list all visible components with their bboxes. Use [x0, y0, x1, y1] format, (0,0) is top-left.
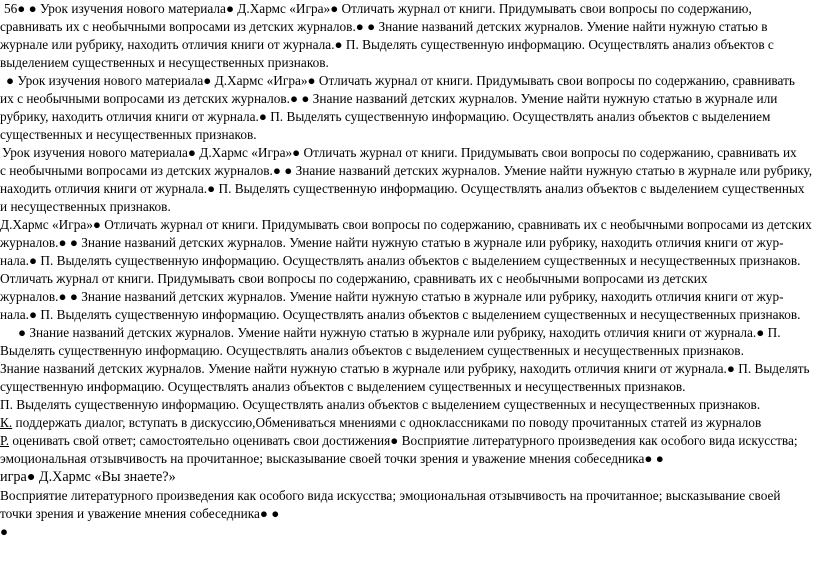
text-line-25: Р. оценивать свой ответ; самостоятельно оценивать свои достижения● Восприятие литературного произведения как особого вида искусства; [0, 433, 798, 448]
text-line-04: выделением существенных и несущественных признаков. [0, 55, 329, 70]
text-line-23: П. Выделять существенную информацию. Осуществлять анализ объектов с выделением существенных и несущественных признаков. [0, 397, 761, 412]
text-line-15: нала.● П. Выделять существенную информацию. Осуществлять анализ объектов с выделением существенных и несущественных признаков. [0, 253, 801, 268]
text-line-20: Выделять существенную информацию. Осуществлять анализ объектов с выделением существенных и несущественных признаков. [0, 343, 744, 358]
text-line-06: их с необычными вопросами из детских журналов.● ● Знание названий детских журналов. Умение найти нужную статью в журнале или [0, 91, 778, 106]
text-line-10: с необычными вопросами из детских журналов.● ● Знание названий детских журналов. Умение найти нужную статью в журнале или рубрику, [0, 163, 813, 178]
text-line-14: журналов.● ● Знание названий детских журналов. Умение найти нужную статью в журнале или рубрику, находить отличия книги от жур- [0, 235, 784, 250]
text-line-17: журналов.● ● Знание названий детских журналов. Умение найти нужную статью в журнале или рубрику, находить отличия книги от жур- [0, 289, 784, 304]
text-line-02: сравнивать их с необычными вопросами из детских журналов.● ● Знание названий детских журналов. Умение найти нужную статью в [0, 19, 768, 34]
text-line-28: Восприятие литературного произведения как особого вида искусства; эмоциональная отзывчивость на прочитанное; высказывание своей [0, 488, 781, 503]
text-line-16: Отличать журнал от книги. Придумывать свои вопросы по содержанию, сравнивать их с необычными вопросами из детских [0, 271, 708, 286]
text-line-09: Урок изучения нового материала● Д.Хармс «Игра»● Отличать журнал от книги. Придумывать свои вопросы по содержанию, сравнивать их [2, 145, 797, 160]
text-line-27: игра● Д.Хармс «Вы знаете?» [0, 469, 176, 485]
text-line-18: нала.● П. Выделять существенную информацию. Осуществлять анализ объектов с выделением существенных и несущественных признаков. [0, 307, 801, 322]
text-line-03: журнале или рубрику, находить отличия книги от журнала.● П. Выделять существенную информацию. Осуществлять анализ объектов с [0, 37, 774, 52]
text-line-05: ● Урок изучения нового материала● Д.Хармс «Игра»● Отличать журнал от книги. Придумывать свои вопросы по содержанию, сравнивать [6, 73, 795, 88]
text-line-29: точки зрения и уважение мнения собеседника● ● [0, 506, 280, 521]
text-line-11: находить отличия книги от журнала.● П. Выделять существенную информацию. Осуществлять анализ объектов с выделением существенных [0, 181, 805, 196]
text-line-08: существенных и несущественных признаков. [0, 127, 257, 142]
text-line-30: ● [0, 524, 9, 539]
text-line-21: Знание названий детских журналов. Умение найти нужную статью в журнале или рубрику, находить отличия книги от журнала.● П. Выделять [0, 361, 810, 376]
text-line-13: Д.Хармс «Игра»● Отличать журнал от книги. Придумывать свои вопросы по содержанию, сравнивать их с необычными вопросами из детских [0, 217, 812, 232]
text-line-22: существенную информацию. Осуществлять анализ объектов с выделением существенных и несущественных признаков. [0, 379, 686, 394]
text-line-19: ● Знание названий детских журналов. Умение найти нужную статью в журнале или рубрику, находить отличия книги от журнала.● П. [18, 325, 781, 340]
text-line-07: рубрику, находить отличия книги от журнала.● П. Выделять существенную информацию. Осуществлять анализ объектов с выделением [0, 109, 771, 124]
text-line-24: К. поддержать диалог, вступать в дискуссию,Обмениваться мнениями с одноклассниками по поводу прочитанных статей из журналов [0, 415, 762, 430]
text-line-12: и несущественных признаков. [0, 199, 171, 214]
text-line-01: 56● ● Урок изучения нового материала● Д.Хармс «Игра»● Отличать журнал от книги. Придумывать свои вопросы по содержанию, [4, 1, 752, 16]
text-line-26: эмоциональная отзывчивость на прочитанное; высказывание своей точки зрения и уважение мнения собеседника● ● [0, 451, 664, 466]
